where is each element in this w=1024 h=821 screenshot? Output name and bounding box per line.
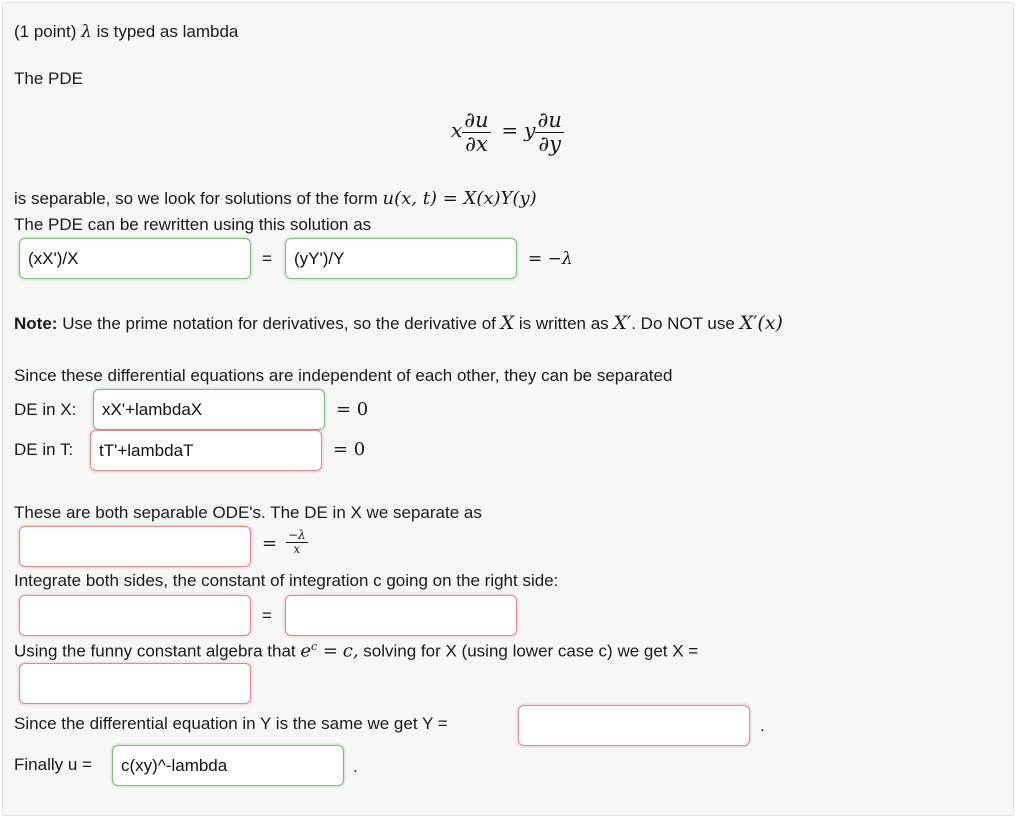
partial-u-y-fraction: $\frac{\partial u}{\partial y}$ [537,108,562,157]
solution-x-input[interactable] [19,663,251,704]
intro-text: The PDE [14,69,83,88]
rewrite-left-input[interactable] [19,238,251,279]
solution-y-input[interactable] [518,705,750,746]
de-in-x-label: DE in X: [14,400,77,419]
de-in-x-equals-zero: = 0 [336,399,369,420]
de-in-t-label: DE in T: [14,440,74,459]
partial-u-x-fraction: $\frac{\partial u}{\partial x}$ [464,108,489,157]
independence-text: Since these differential equations are independent of each other, they can be separated [14,366,673,385]
rewrite-right-input[interactable] [285,238,517,279]
separate-ode-text: These are both separable ODE's. The DE in X we separate as [14,503,482,522]
prime-notation-note: Note: Use the prime notation for derivatives, so the derivative of X is written as X′. Do NOT use X′(x) [14,312,783,334]
final-u-period: . [353,757,358,776]
solution-y-text: Since the differential equation in Y is the same we get Y = [14,714,448,733]
integrate-equals-sign: = [262,606,272,625]
integrate-left-input[interactable] [19,595,251,636]
pde-equation: x $\frac{\partial u}{\partial x}$ = y $\frac{\partial u}{\partial y}$ [451,108,562,157]
minus-lambda-over-x-fraction: $\frac{-\lambda}{x}$ [288,528,306,557]
integrate-right-input[interactable] [285,595,517,636]
separated-equals-sign: = [262,533,278,554]
funny-constant-text: Using the funny constant algebra that $e^c = c$, solving for X (using lower case c) we get X = [14,640,699,662]
de-in-t-input[interactable] [90,430,322,471]
problem-header: (1 point) λ is typed as lambda [14,22,239,42]
solution-y-period: . [760,716,765,735]
final-u-label: Finally u = [14,755,92,774]
de-in-x-input[interactable] [93,389,325,430]
integrate-text: Integrate both sides, the constant of integration c going on the right side: [14,571,559,590]
rewrite-equals-sign: = [262,249,272,268]
separated-x-input[interactable] [19,526,251,567]
rewrite-text: The PDE can be rewritten using this solution as [14,215,372,234]
de-in-t-equals-zero: = 0 [333,439,366,460]
separable-text: is separable, so we look for solutions of the form u(x, t) = X(x)Y(y) [14,188,537,209]
final-u-input[interactable] [112,745,344,786]
problem-panel [2,2,1014,816]
rewrite-separation-constant: = −λ [528,249,573,269]
